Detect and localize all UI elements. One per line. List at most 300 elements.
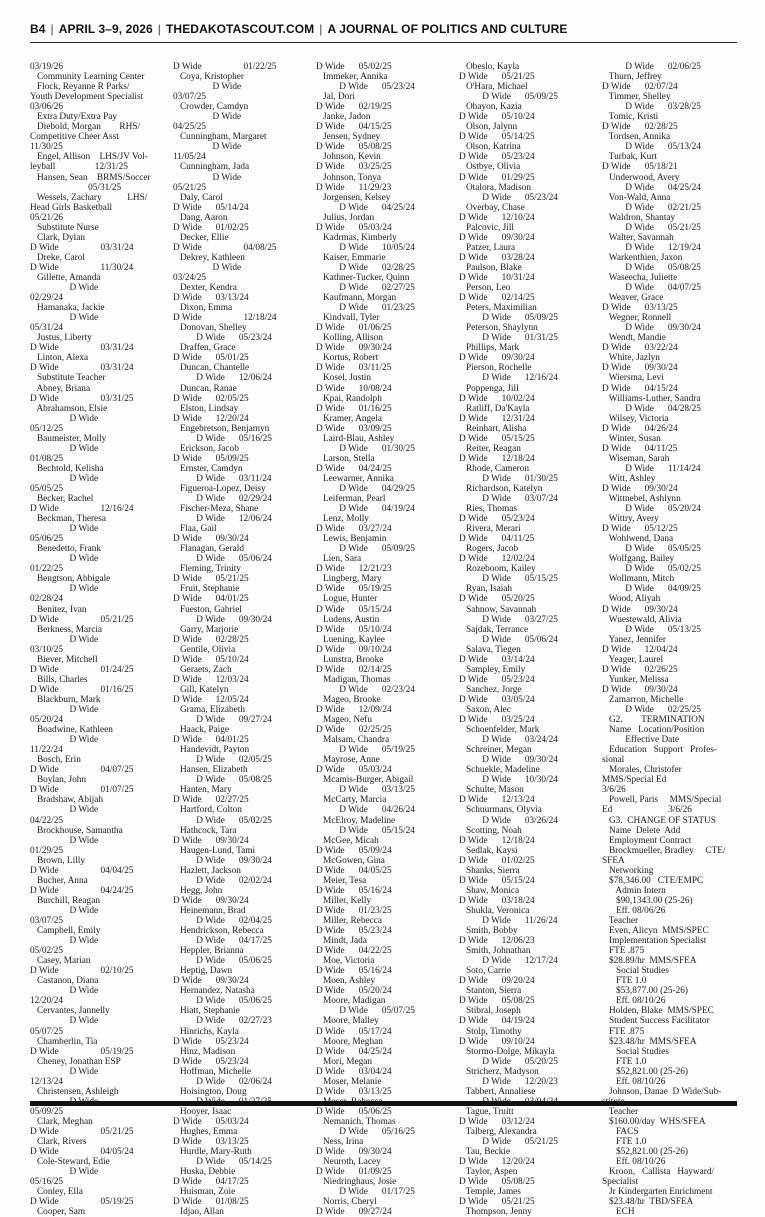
text-line: Name Location/Position bbox=[602, 725, 705, 736]
text-line: D Wide bbox=[30, 805, 99, 816]
text-line: D Wide 12/05/24 bbox=[173, 694, 249, 705]
text-line: Wendt, Mandie bbox=[602, 333, 666, 344]
text-line: D Wide 03/13/25 bbox=[173, 1137, 249, 1148]
text-line: Waldron, Shantay bbox=[602, 212, 676, 223]
text-line: Garry, Marjorie bbox=[173, 624, 239, 635]
text-line: Wessels, Zachary LHS/ bbox=[30, 192, 148, 203]
text-line: D Wide 03/31/24 bbox=[30, 242, 134, 253]
text-line: Moser, Melanie bbox=[316, 1076, 382, 1087]
text-line: D Wide 05/08/25 bbox=[173, 775, 272, 786]
text-line: Palcovic, Jill bbox=[459, 222, 515, 233]
text-line: D Wide 12/19/24 bbox=[602, 242, 701, 253]
text-line: D Wide 05/08/25 bbox=[316, 142, 392, 153]
text-line: D Wide 03/13/25 bbox=[316, 785, 415, 796]
text-line: D Wide 03/12/24 bbox=[459, 1116, 535, 1127]
text-line: Ohayon, Kazia bbox=[459, 102, 522, 113]
text-line: Castanon, Diana bbox=[30, 976, 99, 987]
text-line: D Wide bbox=[30, 1167, 99, 1178]
text-line: 03/07/25 bbox=[30, 915, 64, 926]
text-line: Ludens, Austin bbox=[316, 614, 380, 625]
header-rule bbox=[30, 42, 737, 43]
text-line: D Wide 04/15/25 bbox=[316, 122, 392, 133]
text-line: Tau, Beckie bbox=[459, 1147, 511, 1158]
text-line: Malsam, Chandra bbox=[316, 735, 390, 746]
text-line: Networking bbox=[602, 865, 654, 876]
text-line: Moore, Malley bbox=[316, 1016, 379, 1027]
text-line: $28.89/hr MMS/SFEA bbox=[602, 956, 697, 967]
legal-notice-columns bbox=[30, 62, 738, 1217]
text-line: Wuestewald, Alivia bbox=[602, 614, 682, 625]
text-line: FTE 1.0 bbox=[602, 1056, 647, 1067]
text-line: 11/30/25 bbox=[30, 142, 63, 153]
text-line: D Wide 05/03/24 bbox=[173, 1116, 249, 1127]
text-line: D Wide 12/20/24 bbox=[459, 1157, 535, 1168]
text-line: 05/02/25 bbox=[30, 946, 64, 957]
text-line: D Wide 05/21/25 bbox=[459, 72, 535, 83]
text-line: Timmer, Shelley bbox=[602, 92, 671, 103]
text-line: Johnson, Danae D Wide/Sub- bbox=[602, 1086, 722, 1097]
text-line: D Wide 02/05/25 bbox=[173, 755, 272, 766]
text-line: Reiter, Reagan bbox=[459, 443, 521, 454]
text-line: D Wide bbox=[30, 735, 99, 746]
text-line: Berkness, Marcia bbox=[30, 624, 103, 635]
footer-rule bbox=[30, 1101, 737, 1106]
text-line: D Wide 01/31/25 bbox=[459, 333, 558, 344]
text-line: Overbay, Chase bbox=[459, 202, 525, 213]
text-line: Dixon, Emma bbox=[173, 303, 233, 314]
text-line: D Wide 05/17/24 bbox=[316, 1026, 392, 1037]
text-line: Turbak, Kurt bbox=[602, 152, 658, 163]
text-line: Wilsey, Victoria bbox=[602, 413, 669, 424]
text-line: D Wide 05/23/24 bbox=[459, 674, 535, 685]
text-line: D Wide 05/21/25 bbox=[173, 574, 249, 585]
text-line: G3. CHANGE OF STATUS bbox=[602, 815, 716, 826]
text-line: Moore, Meghan bbox=[316, 1036, 383, 1047]
text-line: Even, Alicyn MMS/SPEC bbox=[602, 926, 709, 937]
text-line: $53,877.00 (25-26) bbox=[602, 986, 688, 997]
text-line: Stolp, Timothy bbox=[459, 1026, 522, 1037]
text-line: D Wide 11/29/23 bbox=[316, 182, 392, 193]
text-line: White, Jazlyn bbox=[602, 353, 660, 364]
text-line: McElroy, Madeline bbox=[316, 815, 396, 826]
text-line: D Wide bbox=[30, 1066, 99, 1077]
text-line: Hooyer, Isaac bbox=[173, 1106, 232, 1117]
text-column-3 bbox=[316, 62, 451, 1217]
text-line: D Wide 12/16/24 bbox=[30, 504, 134, 515]
text-line: D Wide 02/26/25 bbox=[602, 664, 678, 675]
text-line: Dang, Aaron bbox=[173, 212, 228, 223]
text-line: D Wide 12/17/24 bbox=[459, 956, 558, 967]
text-line: Casey, Marian bbox=[30, 956, 91, 967]
text-line: Effective Date bbox=[602, 735, 680, 746]
text-line: Rogers, Jacob bbox=[459, 544, 519, 555]
text-line: Yeager, Laurel bbox=[602, 654, 664, 665]
text-line: D Wide 04/08/25 bbox=[173, 242, 277, 253]
text-line: D Wide 09/10/24 bbox=[459, 1036, 535, 1047]
text-line: FTE .875 bbox=[602, 946, 645, 957]
text-line: 01/22/25 bbox=[30, 564, 64, 575]
text-line: D Wide 04/25/24 bbox=[316, 1046, 392, 1057]
text-line: D Wide 09/30/24 bbox=[173, 614, 272, 625]
text-line: D Wide 01/08/25 bbox=[173, 1197, 249, 1208]
text-line: D Wide 04/19/24 bbox=[459, 1016, 535, 1027]
text-line: Mageo, Brooke bbox=[316, 694, 381, 705]
text-line: Chamberlin, Tia bbox=[30, 1036, 98, 1047]
text-line: Fruit, Stephanie bbox=[173, 584, 240, 595]
text-line: D Wide 03/13/24 bbox=[173, 293, 249, 304]
text-line: Wegner, Ronnell bbox=[602, 313, 672, 324]
text-line: Scotting, Noah bbox=[459, 825, 522, 836]
text-line: D Wide 05/19/25 bbox=[30, 1046, 134, 1057]
text-line: 04/25/25 bbox=[173, 122, 207, 133]
text-line: 02/29/24 bbox=[30, 293, 64, 304]
text-line: Logue, Hunter bbox=[316, 594, 378, 605]
text-line: 03/10/25 bbox=[30, 644, 64, 655]
text-line: D Wide bbox=[30, 986, 99, 997]
text-line: $160.00/day WHS/SFEA bbox=[602, 1116, 706, 1127]
text-line: Abrahamson, Elsie bbox=[30, 403, 108, 414]
text-line: Peters, Maximilian bbox=[459, 303, 537, 314]
text-line: Name Delete Add bbox=[602, 825, 681, 836]
text-line: sional bbox=[602, 755, 625, 766]
text-line: Wittnebel, Ashlynn bbox=[602, 494, 681, 505]
text-line: 03/24/25 bbox=[173, 272, 207, 283]
text-line: Madigan, Thomas bbox=[316, 674, 391, 685]
text-line: D Wide 02/28/25 bbox=[316, 262, 415, 273]
text-line: D Wide 02/29/24 bbox=[173, 494, 272, 505]
text-line: D Wide 02/14/25 bbox=[459, 293, 535, 304]
text-line: D Wide 03/25/24 bbox=[459, 715, 535, 726]
text-line: D Wide 03/31/25 bbox=[30, 393, 134, 404]
text-line: D Wide 04/29/25 bbox=[316, 483, 415, 494]
text-line: Mageo, Nefu bbox=[316, 715, 373, 726]
masthead bbox=[30, 22, 745, 44]
text-line: Tabbert, Annaliese bbox=[459, 1086, 536, 1097]
text-line: Larson, Stella bbox=[316, 453, 375, 464]
text-line: Brockmueller, Bradley CTE/ bbox=[602, 845, 726, 856]
text-line: D Wide bbox=[30, 443, 99, 454]
text-line: D Wide 05/20/24 bbox=[602, 504, 701, 515]
text-line: D Wide 12/06/24 bbox=[173, 373, 272, 384]
text-line: 05/05/25 bbox=[30, 483, 64, 494]
text-line: D Wide 11/26/24 bbox=[459, 915, 558, 926]
text-line: Yunker, Melissa bbox=[602, 674, 669, 685]
text-line: 03/06/26 bbox=[30, 102, 64, 113]
text-line: O'Hara, Michael bbox=[459, 82, 528, 93]
text-line: Boylan, John bbox=[30, 775, 87, 786]
text-line: Jorgensen, Kelsey bbox=[316, 192, 391, 203]
text-line: D Wide 02/27/23 bbox=[173, 1016, 272, 1027]
text-line: D Wide 04/26/24 bbox=[602, 423, 678, 434]
text-column-5 bbox=[602, 62, 737, 1217]
text-line: D Wide 05/19/25 bbox=[316, 584, 392, 595]
text-line: Julius, Jordan bbox=[316, 212, 375, 223]
text-line: Figueroa-Lopez, Deisy bbox=[173, 483, 266, 494]
text-line: Meier, Tesa bbox=[316, 875, 367, 886]
text-line: D Wide 09/30/24 bbox=[316, 343, 392, 354]
text-line: 04/22/25 bbox=[30, 815, 64, 826]
text-column-4 bbox=[459, 62, 594, 1217]
text-line: Justus, Liberty bbox=[30, 333, 92, 344]
text-line: Paulson, Blake bbox=[459, 262, 522, 273]
text-line: D Wide 05/15/25 bbox=[459, 433, 535, 444]
text-line: D Wide 09/30/24 bbox=[602, 483, 678, 494]
text-line: 05/16/25 bbox=[30, 1177, 64, 1188]
text-line: D Wide 03/13/25 bbox=[316, 1086, 392, 1097]
text-line: Hendrickson, Rebecca bbox=[173, 926, 264, 937]
text-line: Lien, Sara bbox=[316, 554, 362, 565]
text-line: D Wide 02/06/25 bbox=[602, 62, 701, 72]
text-line: D Wide bbox=[30, 313, 99, 324]
text-line: Eff. 08/10/26 bbox=[602, 1076, 666, 1087]
text-line: FACS bbox=[602, 1126, 639, 1137]
text-line: Leiferman, Pearl bbox=[316, 494, 386, 505]
text-line: Daly, Carol bbox=[173, 192, 223, 203]
text-line: D Wide 12/18/24 bbox=[459, 453, 535, 464]
text-line: D Wide 04/05/24 bbox=[30, 1147, 134, 1158]
text-line: D Wide 10/30/24 bbox=[459, 775, 558, 786]
text-line: Lingberg, Mary bbox=[316, 574, 382, 585]
text-line: D Wide 05/21/25 bbox=[30, 1126, 134, 1137]
text-line: Wohlwend, Dana bbox=[602, 534, 674, 545]
text-line: Sampley, Emily bbox=[459, 664, 526, 675]
text-line: D Wide 04/07/25 bbox=[602, 283, 701, 294]
text-line: Waseecha, Juliette bbox=[602, 272, 678, 283]
text-column-2 bbox=[173, 62, 308, 1217]
text-line: D Wide 01/02/25 bbox=[173, 222, 249, 233]
text-line: D Wide 09/30/24 bbox=[173, 855, 272, 866]
text-line: D Wide bbox=[30, 524, 99, 535]
text-line: 05/20/24 bbox=[30, 715, 64, 726]
text-line: Fueston, Gabriel bbox=[173, 604, 242, 615]
text-line: Idjao, Allan bbox=[173, 1207, 224, 1217]
text-line: Thompson, Jenny bbox=[459, 1207, 532, 1217]
text-line: D Wide bbox=[30, 936, 99, 947]
text-line: Clark, Dylan bbox=[30, 232, 85, 243]
text-line: Wiersma, Levi bbox=[602, 373, 664, 384]
text-line: D Wide bbox=[30, 473, 99, 484]
text-line: D Wide 05/13/24 bbox=[602, 142, 701, 153]
text-line: D Wide 02/28/25 bbox=[602, 122, 678, 133]
text-line: 11/22/24 bbox=[30, 745, 63, 756]
text-line: D Wide 05/23/24 bbox=[173, 1056, 249, 1067]
text-line: D Wide 12/06/24 bbox=[173, 514, 272, 525]
text-line: D Wide 02/02/24 bbox=[173, 875, 272, 886]
text-line: Campbell, Emily bbox=[30, 926, 101, 937]
text-line: Schreiner, Megan bbox=[459, 745, 532, 756]
text-line: D Wide 05/14/25 bbox=[459, 132, 535, 143]
text-line: Eff. 08/10/26 bbox=[602, 1157, 666, 1168]
text-line: D Wide 05/13/25 bbox=[602, 624, 701, 635]
text-line: D Wide 02/27/25 bbox=[316, 283, 415, 294]
text-line: MMS/Special Ed bbox=[602, 775, 667, 786]
text-line: Cole-Steward, Edie bbox=[30, 1157, 110, 1168]
text-line: D Wide 05/07/25 bbox=[316, 1006, 415, 1017]
text-line: Ries, Thomas bbox=[459, 504, 517, 515]
text-line: 02/28/24 bbox=[30, 594, 64, 605]
text-line: Obeslo, Kayla bbox=[459, 62, 520, 72]
text-line: D Wide 04/28/25 bbox=[602, 403, 701, 414]
text-line: 12/20/24 bbox=[30, 996, 64, 1007]
text-line: D Wide 10/31/24 bbox=[459, 272, 535, 283]
text-line: D Wide bbox=[30, 1016, 99, 1027]
text-line: D Wide 05/16/24 bbox=[316, 966, 392, 977]
text-line: Cheney, Jonathan ESP bbox=[30, 1056, 121, 1067]
text-line: D Wide 12/03/24 bbox=[173, 674, 249, 685]
text-line: 3/6/26 bbox=[602, 785, 626, 796]
text-line: D Wide 01/22/25 bbox=[173, 62, 277, 72]
text-line: Jr Kindergarten Enrichment bbox=[602, 1187, 713, 1198]
text-line: D Wide 05/23/24 bbox=[459, 514, 535, 525]
text-line: Schuurmans, Olyvia bbox=[459, 805, 542, 816]
text-line: Hansen, Sean BRMS/Soccer bbox=[30, 172, 151, 183]
text-line: Taylor, Aspen bbox=[459, 1167, 518, 1178]
text-line: 05/06/25 bbox=[30, 534, 64, 545]
text-line: Competitive Cheer Asst bbox=[30, 132, 119, 143]
text-line: D Wide 05/23/24 bbox=[173, 1036, 249, 1047]
text-line: D Wide 01/29/25 bbox=[459, 172, 535, 183]
text-line: Wollmann, Mitch bbox=[602, 574, 675, 585]
text-line: Blackburn, Mark bbox=[30, 694, 101, 705]
text-line: D Wide 03/09/25 bbox=[316, 423, 392, 434]
text-line: D Wide 05/06/24 bbox=[459, 634, 558, 645]
text-line: Huisman, Zoie bbox=[173, 1187, 236, 1198]
text-line: Tordsen, Annika bbox=[602, 132, 671, 143]
text-line: Substitute Teacher bbox=[30, 373, 106, 384]
text-line: $78,346.00 CTE/EMPC bbox=[602, 875, 704, 886]
text-line: Williams-Luther, Sandra bbox=[602, 393, 701, 404]
text-line: Hernandez, Natasha bbox=[173, 986, 255, 997]
issue-date: APRIL 3–9, 2026 bbox=[58, 22, 153, 36]
text-line: D Wide 09/30/24 bbox=[173, 895, 249, 906]
text-line: $23.48/hr MMS/SFEA bbox=[602, 1036, 697, 1047]
text-line: D Wide 05/09/24 bbox=[316, 845, 392, 856]
text-line: Bechtold, Kelisha bbox=[30, 463, 104, 474]
text-line: leyball 12/31/25 bbox=[30, 162, 128, 173]
text-line: D Wide 05/21/25 bbox=[30, 614, 134, 625]
text-line: Kaufmann, Morgan bbox=[316, 293, 397, 304]
text-line: Janke, Jadon bbox=[316, 112, 371, 123]
text-line: D Wide 05/20/24 bbox=[316, 986, 392, 997]
text-line: D Wide bbox=[173, 82, 242, 93]
text-line: Hegg, John bbox=[173, 885, 223, 896]
text-line: Specialist bbox=[602, 1177, 639, 1188]
text-line: D Wide 01/16/25 bbox=[30, 684, 134, 695]
text-line: D Wide 05/15/24 bbox=[459, 875, 535, 886]
text-line: D Wide 05/02/25 bbox=[173, 815, 272, 826]
text-line: Cooper, Sam bbox=[30, 1207, 86, 1217]
text-line: D Wide 03/05/24 bbox=[459, 694, 535, 705]
text-line: Otalora, Madison bbox=[459, 182, 532, 193]
text-line: Schuekle, Madeline bbox=[459, 765, 540, 776]
text-line: D Wide 05/18/21 bbox=[602, 162, 678, 173]
text-line: 12/13/24 bbox=[30, 1076, 64, 1087]
text-line: Soto, Carrie bbox=[459, 966, 511, 977]
text-line: D Wide 02/21/25 bbox=[602, 202, 701, 213]
text-line: D Wide 04/24/25 bbox=[30, 885, 134, 896]
text-line: D Wide 09/30/24 bbox=[316, 1147, 392, 1158]
text-line: D Wide bbox=[173, 142, 242, 153]
text-line: Holden, Blake MMS/SPEC bbox=[602, 1006, 714, 1017]
text-line: D Wide 04/07/25 bbox=[30, 765, 134, 776]
text-line: D Wide 01/23/25 bbox=[316, 905, 392, 916]
text-line: Von-Wald, Anna bbox=[602, 192, 671, 203]
text-line: Flock, Reyanne R Parks/ bbox=[30, 82, 130, 93]
text-line: Benedetto, Frank bbox=[30, 544, 102, 555]
text-line: Laird-Blau, Ashley bbox=[316, 433, 395, 444]
text-line: D Wide 02/05/25 bbox=[173, 393, 249, 404]
text-line: 01/08/25 bbox=[30, 453, 64, 464]
text-line: D Wide 11/14/24 bbox=[602, 463, 701, 474]
text-line: D Wide 12/13/24 bbox=[459, 795, 535, 806]
text-line: Christensen, Ashleigh bbox=[30, 1086, 119, 1097]
text-line: Bengtson, Abbigale bbox=[30, 574, 111, 585]
text-line: Niedringhaus, Josie bbox=[316, 1177, 397, 1188]
text-line: Elston, Lindsay bbox=[173, 403, 239, 414]
text-line: Moore, Madigan bbox=[316, 996, 386, 1007]
text-line: Tomic, Kristi bbox=[602, 112, 659, 123]
text-line: Miller, Rebecca bbox=[316, 915, 382, 926]
text-line: Baumeister, Molly bbox=[30, 433, 107, 444]
text-line: Weaver, Grace bbox=[602, 293, 664, 304]
text-line: Stanton, Sierra bbox=[459, 986, 522, 997]
text-line: Moe, Victoria bbox=[316, 956, 375, 967]
text-line: D Wide 03/04/24 bbox=[316, 1066, 392, 1077]
text-line: D Wide 05/19/25 bbox=[316, 745, 415, 756]
text-line: FTE 1.0 bbox=[602, 1137, 647, 1148]
text-line: Bradshaw, Abijah bbox=[30, 795, 103, 806]
text-line: D Wide 05/23/24 bbox=[459, 152, 535, 163]
text-line: Beckman, Theresa bbox=[30, 514, 106, 525]
text-line: Johnson, Tonya bbox=[316, 172, 382, 183]
text-line: D Wide 05/20/25 bbox=[459, 594, 535, 605]
text-line: Salava, Tiegen bbox=[459, 644, 521, 655]
text-line: McCarty, Marcia bbox=[316, 795, 387, 806]
text-line: D Wide 04/11/25 bbox=[459, 534, 535, 545]
text-line: Draffen, Grace bbox=[173, 343, 236, 354]
text-line: D Wide 03/24/24 bbox=[459, 735, 558, 746]
text-line: Kroon, Callista Hayward/ bbox=[602, 1167, 715, 1178]
text-line: Decker, Ellie bbox=[173, 232, 229, 243]
text-line: Diebold, Morgan RHS/ bbox=[30, 122, 141, 133]
text-line: Sajdak, Terrance bbox=[459, 624, 529, 635]
text-line: Kosel, Justin bbox=[316, 373, 372, 384]
text-line: D Wide 01/06/25 bbox=[316, 323, 392, 334]
text-line: Mayrose, Anne bbox=[316, 755, 380, 766]
text-line: Lunstra, Brooke bbox=[316, 654, 384, 665]
text-line: Wolfgang, Bailey bbox=[602, 554, 675, 565]
text-line: Ed 3/6/26 bbox=[602, 805, 692, 816]
text-line: Gill, Katelyn bbox=[173, 684, 229, 695]
text-line: Talberg, Alexandra bbox=[459, 1126, 537, 1137]
text-line: Dekrey, Kathleen bbox=[173, 252, 245, 263]
text-line: D Wide 09/30/24 bbox=[602, 604, 678, 615]
text-line: Zamarron, Michelle bbox=[602, 694, 684, 705]
text-line: D Wide 05/06/25 bbox=[173, 956, 272, 967]
text-line: D Wide 09/27/24 bbox=[173, 715, 272, 726]
text-line: D Wide 09/30/24 bbox=[602, 323, 701, 334]
text-line: Kpai, Randolph bbox=[316, 393, 382, 404]
text-line: McGee, Micah bbox=[316, 835, 379, 846]
text-line: Eff. 08/10/26 bbox=[602, 996, 666, 1007]
text-line: Sedlak, Kaysi bbox=[459, 845, 518, 856]
text-line: D Wide 03/07/24 bbox=[459, 494, 558, 505]
text-line: D Wide 03/31/24 bbox=[30, 363, 134, 374]
text-line: Nemanich, Thomas bbox=[316, 1116, 396, 1127]
text-line: Teacher bbox=[602, 1106, 639, 1117]
text-line: D Wide 09/20/24 bbox=[459, 976, 535, 987]
text-line: 05/21/25 bbox=[173, 182, 207, 193]
